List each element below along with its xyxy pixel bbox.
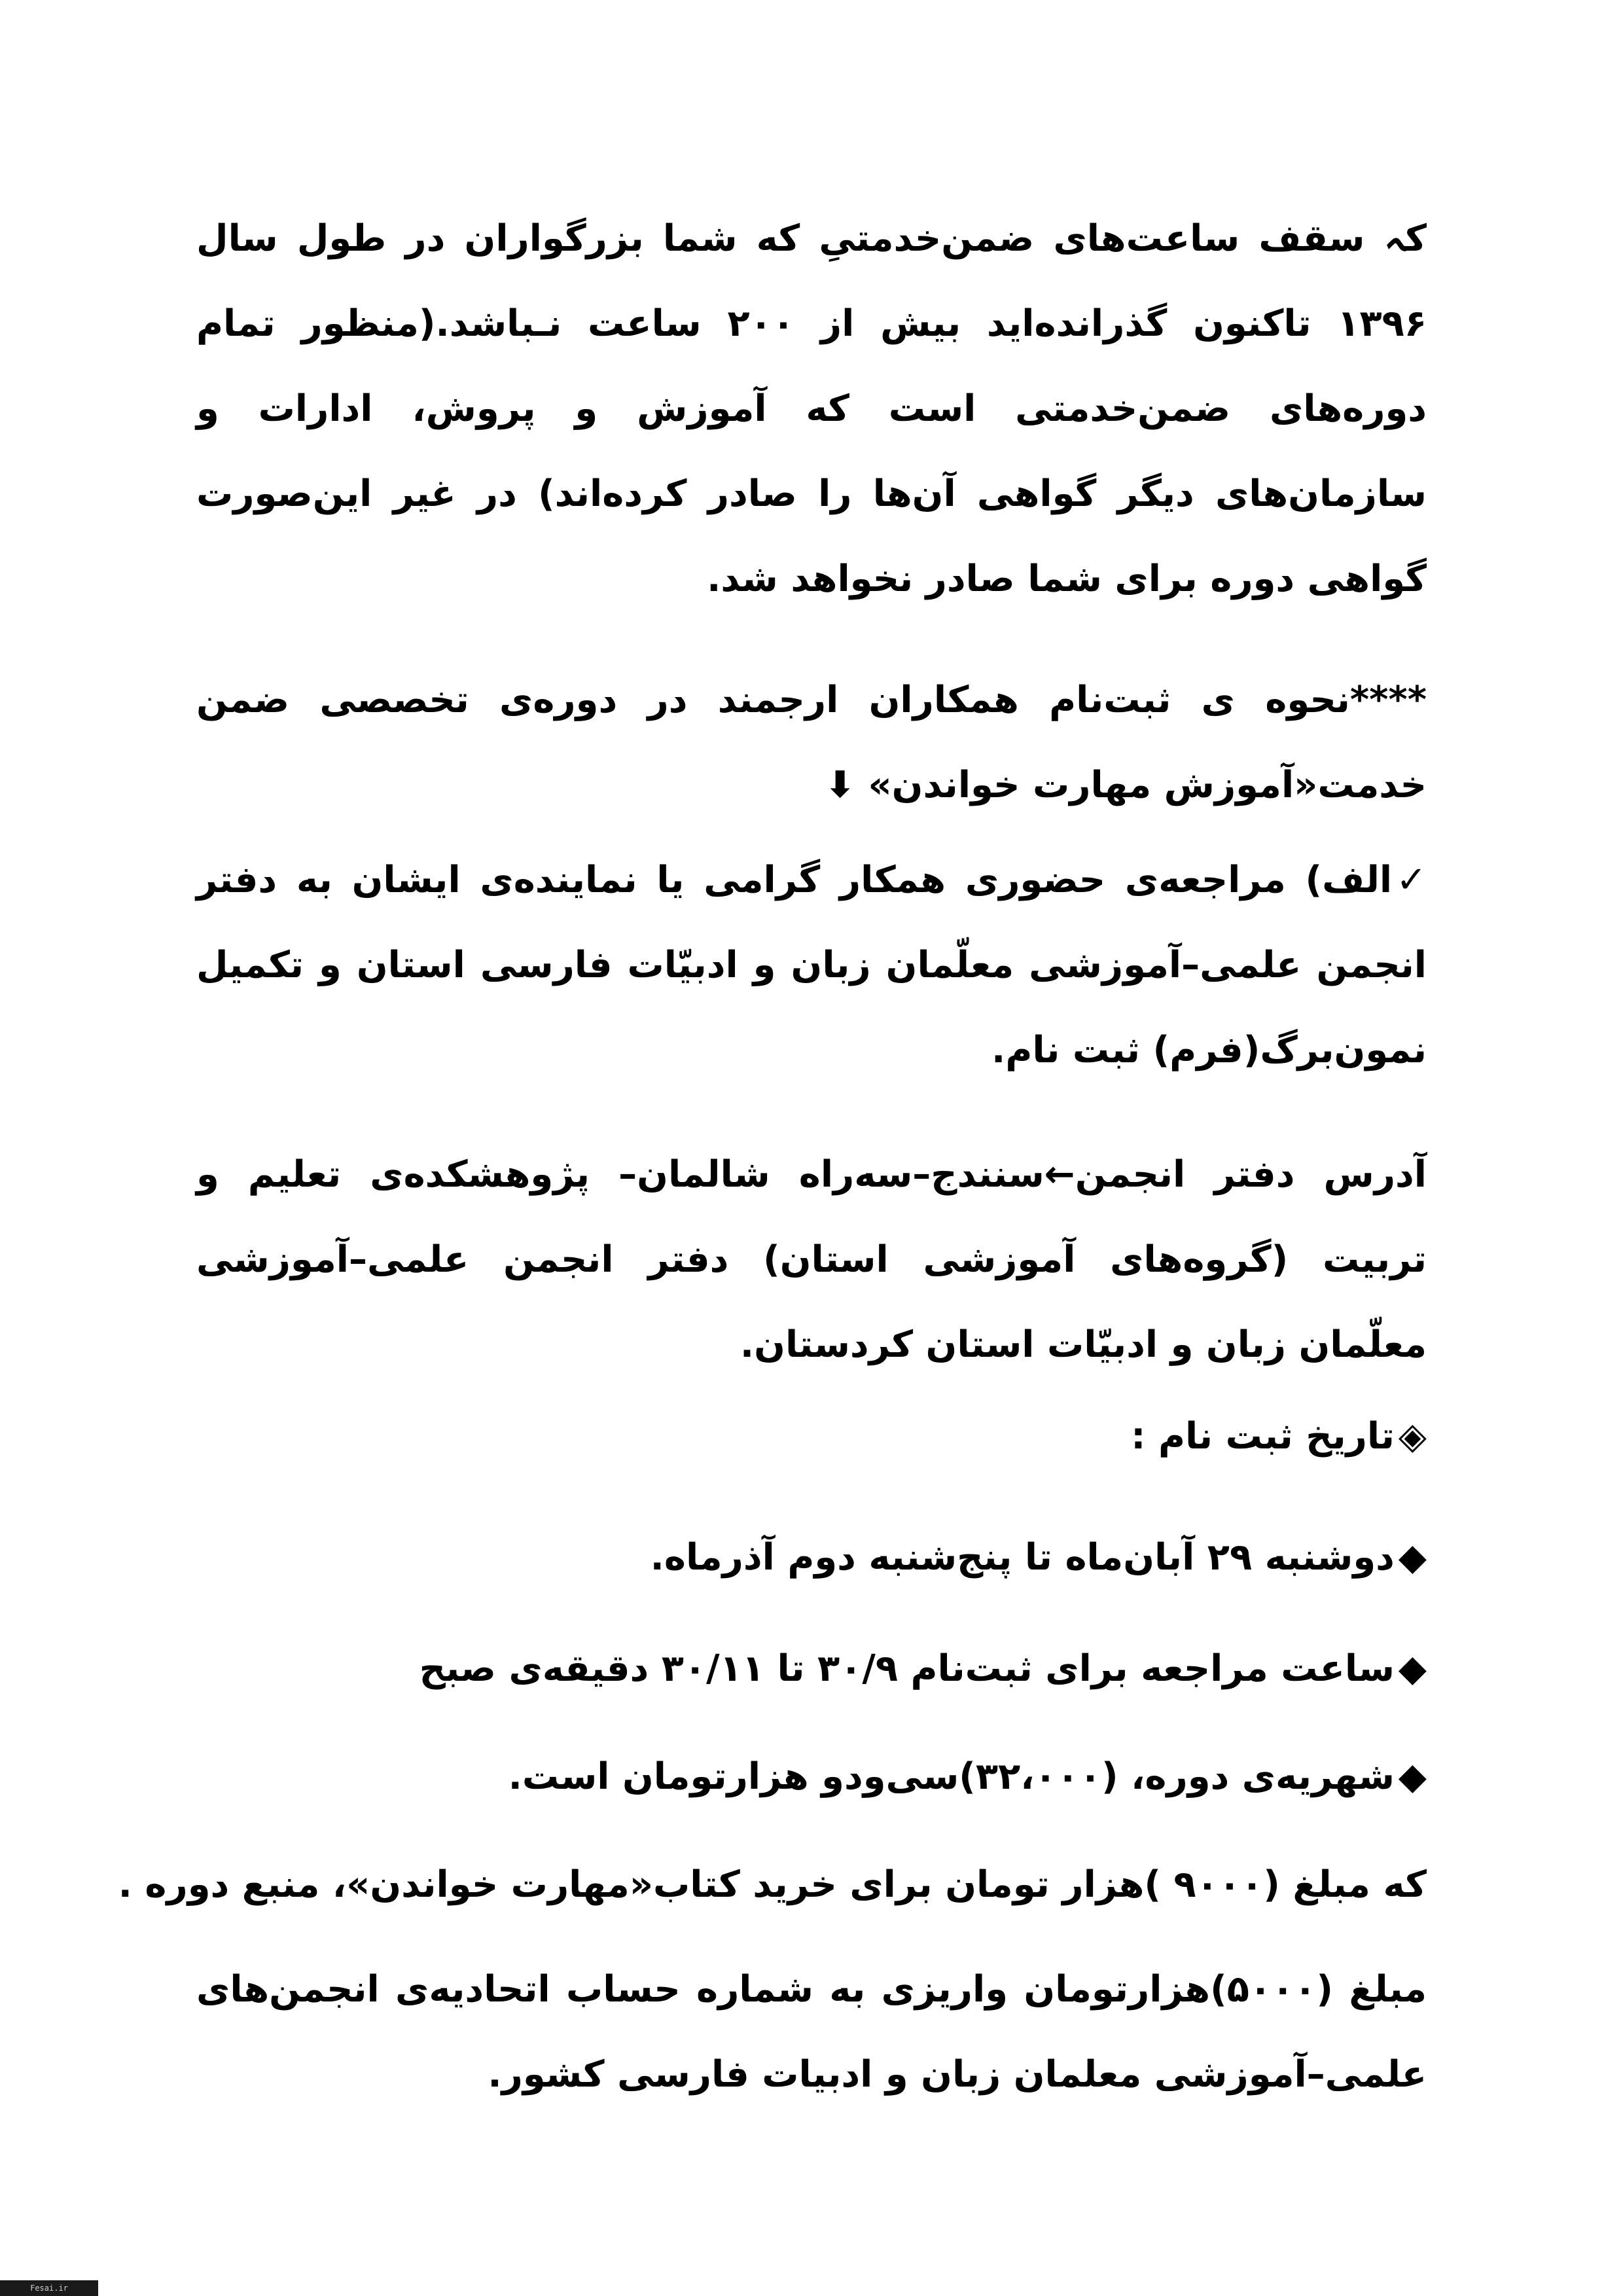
diamond-icon: ◆ bbox=[1398, 1647, 1427, 1690]
course-fee-line bbox=[196, 1744, 1427, 1810]
footer-watermark: Fesai.ir bbox=[0, 2280, 98, 2296]
course-fee-text: شهریه‌ی دوره، (۳۲،۰۰۰)سی‌ودو هزارتومان است. bbox=[508, 1755, 1395, 1798]
paragraph-registration-method-heading: ****نحوه ی ثبت‌نام همکاران ارجمند در دوره‌ی تخصصی ضمن خدمت«آموزش مهارت خواندن» ⬇ bbox=[196, 679, 1427, 806]
diamond-pattern-icon: ◈ bbox=[1398, 1415, 1427, 1458]
paragraph-service-hours-limit: کہ سقف ساعت‌های ضمن‌خدمتیِ که شما بزرگواران در طول سال ۱۳۹۶ تاکنون گذرانده‌اید بیش از ۲۰۰ ساعت نـباشد.(منظور تمام دوره‌های ضمن‌خدمتی است که آموزش و پروش، ادارات و سازمان‌های دیگر گواهی آن‌ها را صادر کرده‌اند) در غیر این‌صورت گواهی دوره برای شما صادر نخواهد شد. bbox=[196, 217, 1427, 600]
paragraph-office-address: آدرس دفتر انجمن←سنندج–سه‌راه شالمان– پژوهشکده‌ی تعلیم و تربیت (گروه‌های آموزشی استان) دفتر انجمن علمی–آموزشی معلّمان زبان و ادبیّات استان کردستان. bbox=[196, 1153, 1427, 1366]
registration-dates-text: دوشنبه ۲۹ آبان‌ماه تا پنج‌شنبه دوم آذرماه. bbox=[650, 1536, 1395, 1579]
registration-hours-text: ساعت مراجعه برای ثبت‌نام ۳۰/۹ تا ۳۰/۱۱ دقیقه‌ی صبح bbox=[419, 1647, 1395, 1690]
diamond-icon: ◆ bbox=[1398, 1536, 1427, 1579]
registration-dates-line bbox=[196, 1525, 1427, 1590]
registration-date-label-line bbox=[196, 1404, 1427, 1469]
book-cost-line: که مبلغ (۹۰۰۰ )هزار تومان برای خرید کتاب«مهارت خواندن»، منبع دوره . bbox=[118, 1863, 1427, 1906]
check-icon: ✓ bbox=[1396, 859, 1427, 901]
registration-date-label: تاریخ ثبت نام : bbox=[1131, 1415, 1395, 1458]
paragraph-union-deposit: مبلغ (۵۰۰۰)هزارتومان واریزی به شماره حساب اتحادیه‌ی انجمن‌های علمی–آموزشی معلمان زبان و ادبیات فارسی کشور. bbox=[196, 1968, 1427, 2096]
registration-hours-line bbox=[196, 1636, 1427, 1702]
paragraph-in-person-visit bbox=[196, 838, 1427, 1093]
paragraph-in-person-visit-text: الف) مراجعه‌ی حضوری همکار گرامی یا نماینده‌ی ایشان به دفتر انجمن علمی–آموزشی معلّمان زبان و ادبیّات فارسی استان و تکمیل نمون‌برگ(فرم) ثبت نام. bbox=[196, 859, 1427, 1071]
diamond-icon: ◆ bbox=[1398, 1755, 1427, 1798]
